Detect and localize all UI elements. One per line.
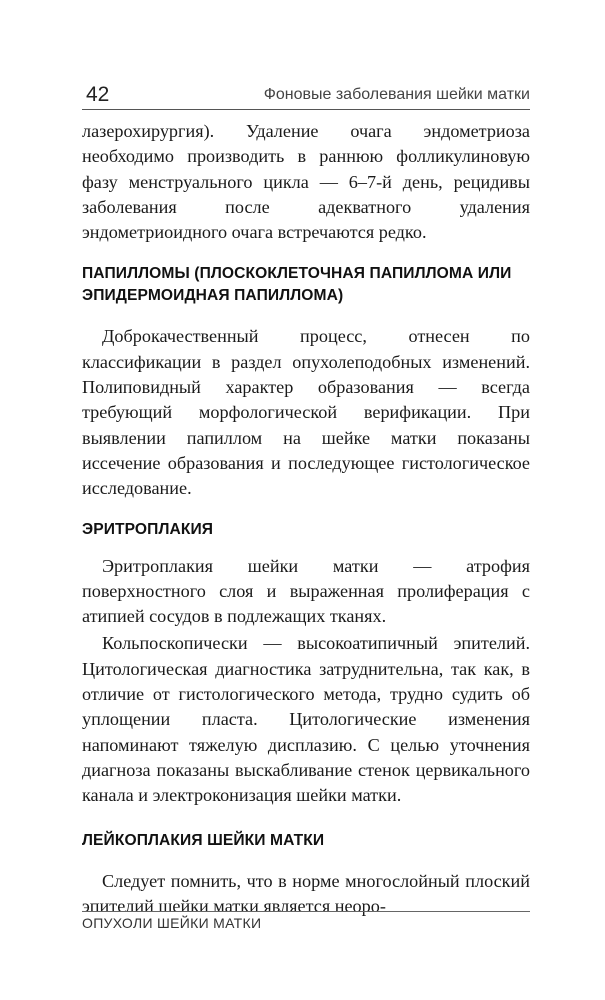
section-heading-papillomas: ПАПИЛЛОМЫ (ПЛОСКОКЛЕТОЧНАЯ ПАПИЛЛОМА ИЛИ ЭПИДЕРМОИДНАЯ ПАПИЛЛОМА) (82, 265, 512, 305)
page-number: 42 (86, 83, 110, 106)
paragraph: Следует помнить, что в норме многослойный плоский эпителий шейки матки является неоро- (82, 870, 530, 916)
running-title: Фоновые заболевания шейки матки (263, 86, 530, 103)
section-heading-erythroplakia: ЭРИТРОПЛАКИЯ (82, 520, 214, 538)
paragraph: Доброкачественный процесс, отнесен по классификации в раздел опухолеподобных изменений. Полиповидный характер образования — всегда требующий морфологической верификации. При выявлении папиллом на шейке матки показаны иссечение образования и последующее гистологическое исследование. (82, 326, 530, 499)
paragraph: Кольпоскопически — высокоатипичный эпителий. Цитологическая диагностика затруднительна, так как, в отличие от гистологического метода, трудно судить об уплощении пласта. Цитологические изменения напоминают тяжелую дисплазию. С целью уточнения диагноза показаны выскабливание стенок цервикального канала и электроконизация шейки матки. (82, 633, 530, 806)
footer-divider (82, 911, 530, 912)
page-header (82, 80, 530, 110)
page-body (82, 119, 530, 919)
paragraph: лазерохирургия). Удаление очага эндометриоза необходимо производить в раннюю фолликулиновую фазу менструального цикла — 6–7-й день, рецидивы заболевания после адекватного удаления эндометриоидного очага встречаются редко. (82, 121, 530, 243)
paragraph: Эритроплакия шейки матки — атрофия поверхностного слоя и выраженная пролиферация с атипией сосудов в подлежащих тканях. (82, 555, 530, 627)
section-heading-leukoplakia: ЛЕЙКОПЛАКИЯ ШЕЙКИ МАТКИ (82, 831, 325, 849)
header-divider (82, 109, 530, 110)
footer-section-title: ОПУХОЛИ ШЕЙКИ МАТКИ (82, 915, 262, 931)
